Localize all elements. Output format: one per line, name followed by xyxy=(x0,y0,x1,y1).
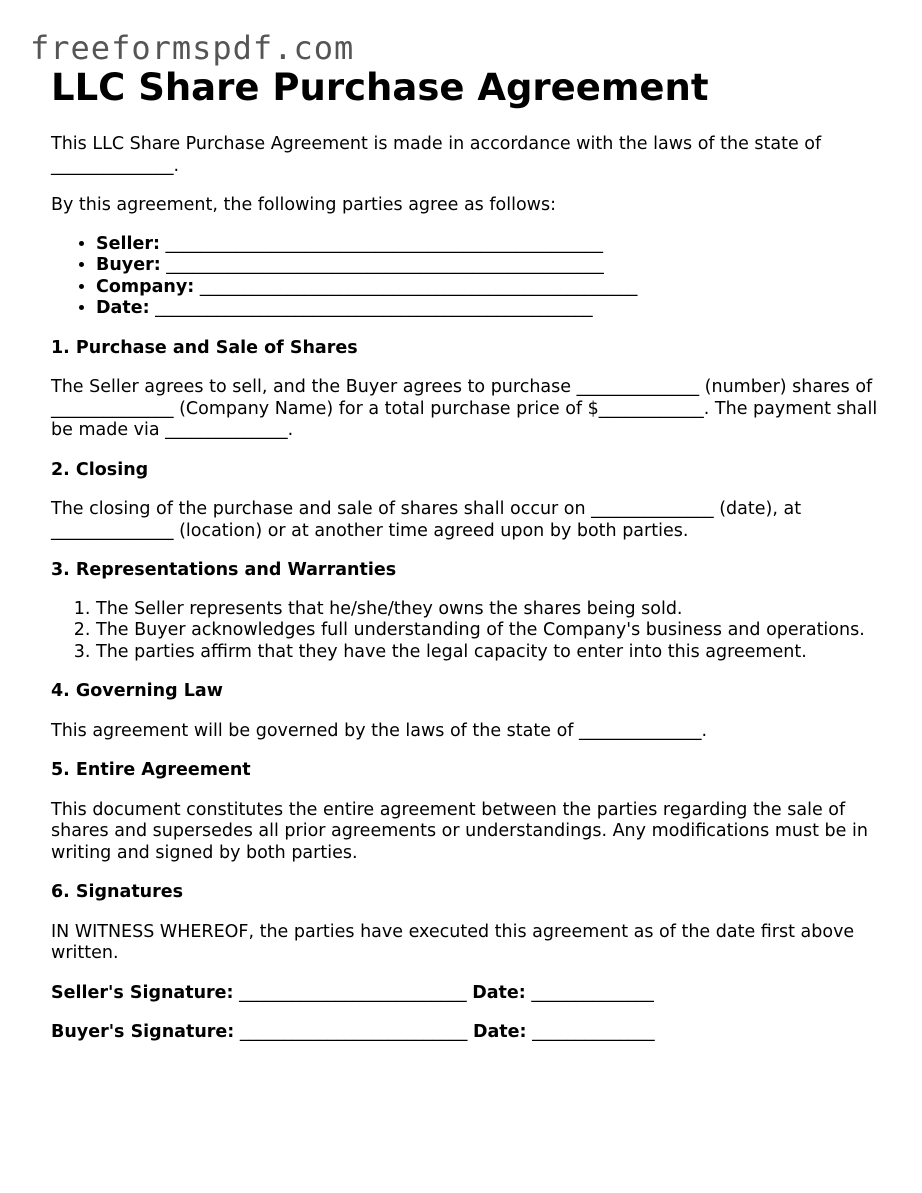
party-label-company: Company: xyxy=(96,276,195,297)
agree-line: By this agreement, the following parties agree as follows: xyxy=(51,195,556,215)
section-text-closing: The closing of the purchase and sale of shares shall occur on ______________ (date), at ______________ (location) or at another time agreed upon by both parties. xyxy=(51,499,802,541)
intro-paragraph: This LLC Share Purchase Agreement is made in accordance with the laws of the state of ______________. xyxy=(51,134,822,176)
document-page xyxy=(51,66,881,1044)
section-text-governing-law: This agreement will be governed by the laws of the state of ______________. xyxy=(51,720,708,741)
buyer-signature-line xyxy=(51,1022,881,1044)
party-label-buyer: Buyer: xyxy=(96,255,161,275)
list-item: 3. The parties affirm that they have the legal capacity to enter into this agreement. xyxy=(96,642,881,664)
list-item xyxy=(96,255,881,277)
buyer-signature-label: Buyer's Signature: xyxy=(51,1022,235,1042)
list-item: 1. The Seller represents that he/she/they owns the shares being sold. xyxy=(96,599,881,621)
section-heading-representations: 3. Representations and Warranties xyxy=(51,560,397,580)
list-item: 2. The Buyer acknowledges full understanding of the Company's business and operations. xyxy=(96,620,881,642)
buyer-blank: __________________________________________________ xyxy=(166,255,604,275)
watermark: freeformspdf.com xyxy=(30,29,355,67)
seller-date-blank: ______________ xyxy=(531,982,654,1003)
section-heading-purchase: 1. Purchase and Sale of Shares xyxy=(51,337,358,358)
list-item xyxy=(96,298,881,320)
section-heading-governing-law: 4. Governing Law xyxy=(51,681,223,701)
seller-signature-line xyxy=(51,983,881,1005)
section-text-purchase: The Seller agrees to sell, and the Buyer agrees to purchase ______________ (number) shares of ______________ (Company Name) for a total purchase price of $____________. The payment shall be made via ______________. xyxy=(51,377,878,440)
buyer-date-label: Date: xyxy=(472,1022,527,1042)
list-item xyxy=(96,234,881,256)
section-heading-signatures: 6. Signatures xyxy=(51,882,184,902)
buyer-date-blank: ______________ xyxy=(532,1022,655,1042)
representations-list xyxy=(51,599,881,664)
section-heading-entire-agreement: 5. Entire Agreement xyxy=(51,760,251,780)
seller-signature-blank: __________________________ xyxy=(239,982,467,1003)
section-text-signatures: IN WITNESS WHEREOF, the parties have executed this agreement as of the date first above written. xyxy=(51,921,855,963)
section-heading-closing: 2. Closing xyxy=(51,459,149,480)
seller-signature-label: Seller's Signature: xyxy=(51,982,234,1003)
parties-list xyxy=(51,234,881,320)
list-item xyxy=(96,277,881,299)
party-label-date: Date: xyxy=(96,298,150,318)
buyer-signature-blank: __________________________ xyxy=(239,1022,468,1042)
date-blank: __________________________________________________ xyxy=(155,298,593,318)
party-label-seller: Seller: xyxy=(96,233,160,254)
page-title: LLC Share Purchase Agreement xyxy=(51,66,709,109)
seller-blank: __________________________________________________ xyxy=(165,233,604,254)
section-text-entire-agreement: This document constitutes the entire agreement between the parties regarding the sale of shares and supersedes all prior agreements or understandings. Any modifications must be in writing and signed by both parties. xyxy=(51,799,868,863)
seller-date-label: Date: xyxy=(472,982,526,1003)
company-blank: __________________________________________________ xyxy=(199,276,638,297)
